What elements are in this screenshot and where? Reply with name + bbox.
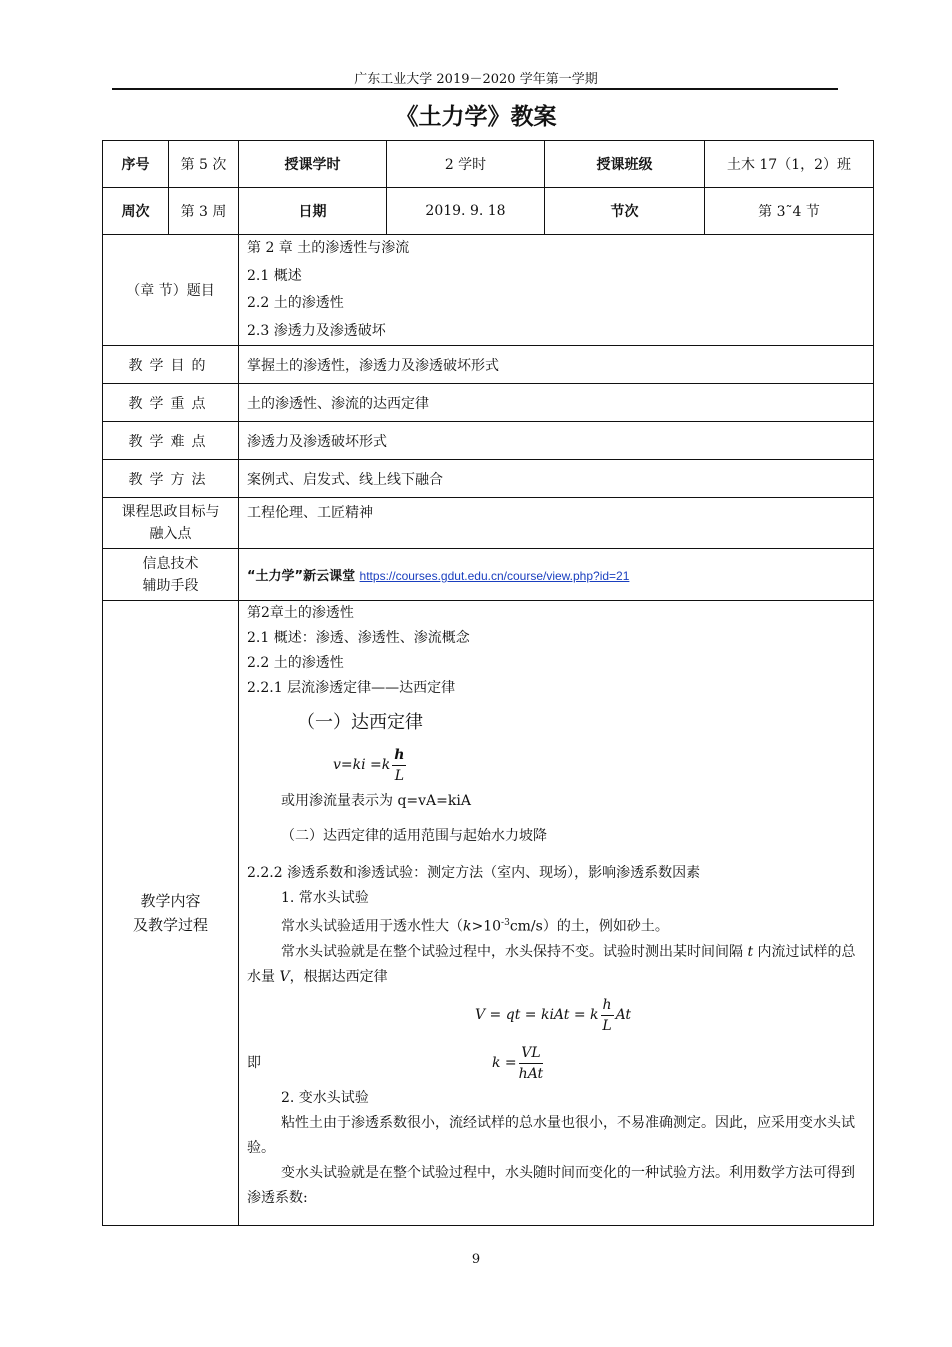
darcy-range-heading: （二）达西定律的适用范围与起始水力坡降 xyxy=(281,828,547,844)
k-formula: k = $\frac{VL}{\text{hAt}}$ xyxy=(492,1045,544,1083)
process-label-line: 及教学过程 xyxy=(132,916,208,934)
lesson-plan-table xyxy=(102,140,874,1226)
class-label: 授课班级 xyxy=(545,141,705,188)
hours-value: 2 学时 xyxy=(387,141,545,188)
formula-fraction: $\frac{h}{L}$ xyxy=(602,997,612,1035)
ji-label: 即 xyxy=(247,1055,261,1072)
method-value: 案例式、启发式、线上线下融合 xyxy=(239,460,874,498)
course-platform-name: “土力学”新云课堂 xyxy=(247,569,356,584)
ideology-label-line: 课程思政目标与 xyxy=(121,504,220,520)
chapter-lines xyxy=(239,235,874,346)
process-label-line: 教学内容 xyxy=(140,892,201,910)
difficulty-value: 渗透力及渗透破坏形式 xyxy=(239,422,874,460)
tools-value xyxy=(239,549,874,601)
process-line: 第2章土的渗透性 xyxy=(247,605,354,621)
process-line: 2.2 土的渗透性 xyxy=(247,655,344,671)
chapter-line: 第 2 章 土的渗透性与渗流 xyxy=(247,240,410,256)
key-label: 教学重点 xyxy=(103,384,239,422)
darcy-formula xyxy=(247,741,865,789)
date-label: 日期 xyxy=(239,188,387,235)
tools-label xyxy=(103,549,239,601)
process-label xyxy=(103,601,239,1226)
chapter-line: 2.3 渗透力及渗透破坏 xyxy=(247,322,386,339)
formula-fraction: $\frac{VL}{\text{hAt}}$ xyxy=(518,1045,544,1083)
test1-paragraph: 常水头试验适用于透水性大$(k>10^{-3}cm/s)$的土，例如砂土。 xyxy=(281,918,669,935)
difficulty-label: 教学难点 xyxy=(103,422,239,460)
method-label: 教学方法 xyxy=(103,460,239,498)
ideology-label xyxy=(103,498,239,549)
goal-value: 掌握土的渗透性，渗透力及渗透破坏形式 xyxy=(239,346,874,384)
process-line: 2.2.2 渗透系数和渗透试验：测定方法（室内、现场），影响渗透系数因素 xyxy=(247,865,701,881)
k-formula-row xyxy=(247,1042,865,1086)
chapter-label: （章 节）题目 xyxy=(103,235,239,346)
seq-label: 序号 xyxy=(103,141,169,188)
flow-expression: 或用渗流量表示为 q=vA=kiA xyxy=(281,793,471,809)
header-rule xyxy=(112,88,838,90)
document-title: 《土力学》教案 xyxy=(395,104,557,130)
test2-title: 2. 变水头试验 xyxy=(281,1089,369,1106)
week-value: 第 3 周 xyxy=(169,188,239,235)
page-number: 9 xyxy=(471,1252,481,1267)
course-link[interactable]: https://courses.gdut.edu.cn/course/view.php?id=21 xyxy=(359,569,630,583)
formula-numerator: h xyxy=(392,745,406,766)
ideology-label-line: 融入点 xyxy=(149,526,192,542)
process-line: 2.1 概述：渗透、渗透性、渗流概念 xyxy=(247,630,470,646)
chapter-line: 2.1 概述 xyxy=(247,267,302,284)
formula-fraction xyxy=(392,745,406,786)
tools-label-line: 信息技术 xyxy=(142,555,199,572)
formula-lhs: v=ki =k xyxy=(333,756,391,773)
key-value: 土的渗透性、渗流的达西定律 xyxy=(239,384,874,422)
tools-label-line: 辅助手段 xyxy=(142,577,199,594)
chapter-line: 2.2 土的渗透性 xyxy=(247,295,344,311)
process-content xyxy=(239,601,874,1226)
test1-title: 1. 常水头试验 xyxy=(281,890,369,906)
class-value: 土木 17（1，2）班 xyxy=(705,141,874,188)
darcy-law-heading: （一）达西定律 xyxy=(297,712,423,733)
hours-label: 授课学时 xyxy=(239,141,387,188)
ideology-value: 工程伦理、工匠精神 xyxy=(239,498,874,549)
goal-label: 教学目的 xyxy=(103,346,239,384)
week-label: 周次 xyxy=(103,188,169,235)
test1-paragraph: 常水头试验就是在整个试验过程中，水头保持不变。试验时测出某时间间隔 t 内流过试样的总水量 V，根据达西定律 xyxy=(247,943,856,985)
test2-paragraph: 变水头试验就是在整个试验过程中，水头随时间而变化的一种试验方法。利用数学方法可得到渗透系数: xyxy=(247,1164,855,1206)
process-line: 2.2.1 层流渗透定律——达西定律 xyxy=(247,680,456,696)
test2-paragraph: 粘性土由于渗透系数很小，流经试样的总水量也很小，不易准确测定。因此，应采用变水头试验。 xyxy=(247,1114,855,1156)
seq-value: 第 5 次 xyxy=(169,141,239,188)
formula-denominator: L xyxy=(394,767,404,784)
volume-formula: V = qt = kiAt = k $\frac{h}{L}$ At xyxy=(475,997,632,1035)
page-header: 广东工业大学 2019－2020 学年第一学期 xyxy=(354,72,598,87)
date-value: 2019. 9. 18 xyxy=(387,188,545,235)
period-label: 节次 xyxy=(545,188,705,235)
period-value: 第 3˜4 节 xyxy=(705,188,874,235)
